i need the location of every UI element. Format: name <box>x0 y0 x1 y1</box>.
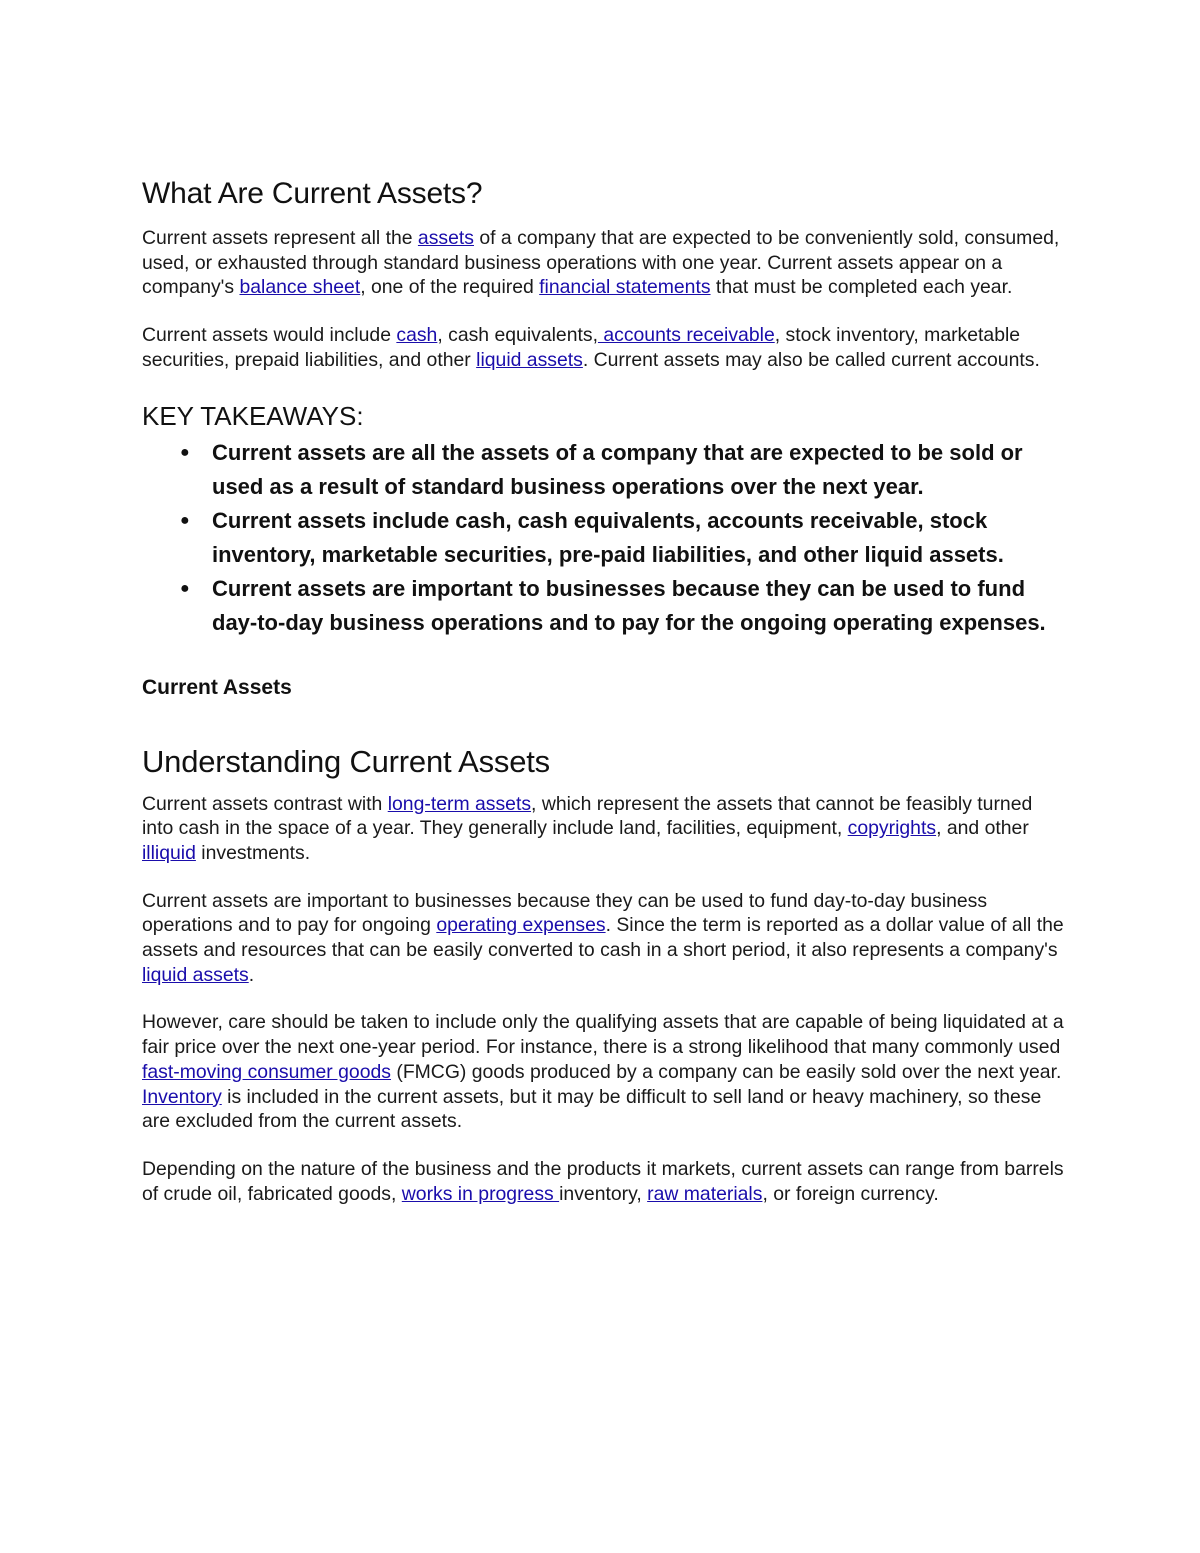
subheading: Current Assets <box>142 675 292 699</box>
text-run: , cash equivalents, <box>437 324 598 347</box>
link-assets[interactable]: assets <box>417 227 474 249</box>
intro-paragraph <box>142 226 1067 300</box>
text-run: . Since the term is reported as a dollar value of all the assets and resources that can be easily converted to cash in a short period, it also represents a company's <box>142 914 1064 962</box>
link-cash[interactable]: cash <box>396 324 438 347</box>
text-run: inventory, <box>559 1182 648 1205</box>
list-item <box>142 572 1067 640</box>
text-run: Current assets would include <box>142 324 397 347</box>
key-takeaways-list <box>142 436 1067 640</box>
list-item-text: Current assets include cash, cash equivalents, accounts receivable, stock inventory, marketable securities, pre-paid liabilities, and other liquid assets. <box>212 507 1004 567</box>
text-run: investments. <box>195 841 311 864</box>
link-balance-sheet[interactable]: balance sheet <box>239 276 361 299</box>
range-paragraph <box>142 1157 1067 1206</box>
bullet-icon: ● <box>180 443 190 461</box>
text-run: of a company that are expected to be conveniently sold, consumed, used, or exhausted through standard business operations with one year. Current assets appear on a company's <box>142 227 1060 299</box>
text-run: Current assets represent all the <box>142 227 418 249</box>
text-run: , or foreign currency. <box>762 1182 939 1205</box>
text-run: , which represent the assets that cannot be feasibly turned into cash in the space of a year. They generally include land, facilities, equipment, <box>142 792 1033 840</box>
text-run: that must be completed each year. <box>710 276 1013 299</box>
text-run: Current assets contrast with <box>142 792 388 815</box>
text-run: , one of the required <box>360 276 540 299</box>
text-run: Depending on the nature of the business and the products it markets, current assets can range from barrels of crude oil, fabricated goods, <box>142 1157 1064 1205</box>
link-fmcg[interactable]: fast-moving consumer goods <box>142 1060 391 1083</box>
key-takeaways-heading: KEY TAKEAWAYS: <box>142 400 364 431</box>
link-copyrights[interactable]: copyrights <box>847 817 937 840</box>
bullet-icon: ● <box>180 511 190 529</box>
text-run: is included in the current assets, but it may be difficult to sell land or heavy machinery, so these are excluded from the current assets. <box>142 1085 1042 1133</box>
section-title: Understanding Current Assets <box>142 743 550 779</box>
text-run: . Current assets may also be called current accounts. <box>582 348 1040 371</box>
text-run: Current assets are important to businesses because they can be used to fund day-to-day business operations and to pay for ongoing <box>142 889 988 937</box>
list-item <box>142 436 1067 504</box>
link-financial-statements[interactable]: financial statements <box>539 276 711 299</box>
text-run: . <box>248 963 255 986</box>
text-run: , stock inventory, marketable securities, prepaid liabilities, and other <box>142 324 1021 371</box>
importance-paragraph <box>142 889 1067 988</box>
list-item <box>142 504 1067 572</box>
link-liquid-assets[interactable]: liquid assets <box>476 348 583 371</box>
contrast-paragraph <box>142 792 1067 866</box>
link-long-term-assets[interactable]: long-term assets <box>387 792 532 815</box>
list-item-text: Current assets are important to businesses because they can be used to fund day-to-day business operations and to pay for the ongoing operating expenses. <box>212 575 1046 635</box>
link-accounts-receivable[interactable]: accounts receivable <box>597 324 775 347</box>
page-title: What Are Current Assets? <box>142 177 483 210</box>
link-illiquid[interactable]: illiquid <box>142 841 196 864</box>
link-raw-materials[interactable]: raw materials <box>647 1182 763 1205</box>
link-liquid-assets-2[interactable]: liquid assets <box>142 963 249 986</box>
document-page <box>142 174 1067 1229</box>
includes-paragraph <box>142 323 1067 372</box>
list-item-text: Current assets are all the assets of a company that are expected to be sold or used as a result of standard business operations over the next year. <box>212 439 1023 499</box>
link-inventory[interactable]: Inventory <box>142 1085 222 1108</box>
link-operating-expenses[interactable]: operating expenses <box>436 914 606 937</box>
text-run: However, care should be taken to include only the qualifying assets that are capable of being liquidated at a fair price over the next one-year period. For instance, there is a strong likelihood that many commonly used <box>142 1011 1064 1059</box>
bullet-icon: ● <box>180 579 190 597</box>
text-run: (FMCG) goods produced by a company can be easily sold over the next year. <box>390 1060 1062 1083</box>
care-paragraph <box>142 1010 1067 1134</box>
text-run: , and other <box>936 817 1029 840</box>
link-works-in-progress[interactable]: works in progress <box>401 1182 560 1205</box>
